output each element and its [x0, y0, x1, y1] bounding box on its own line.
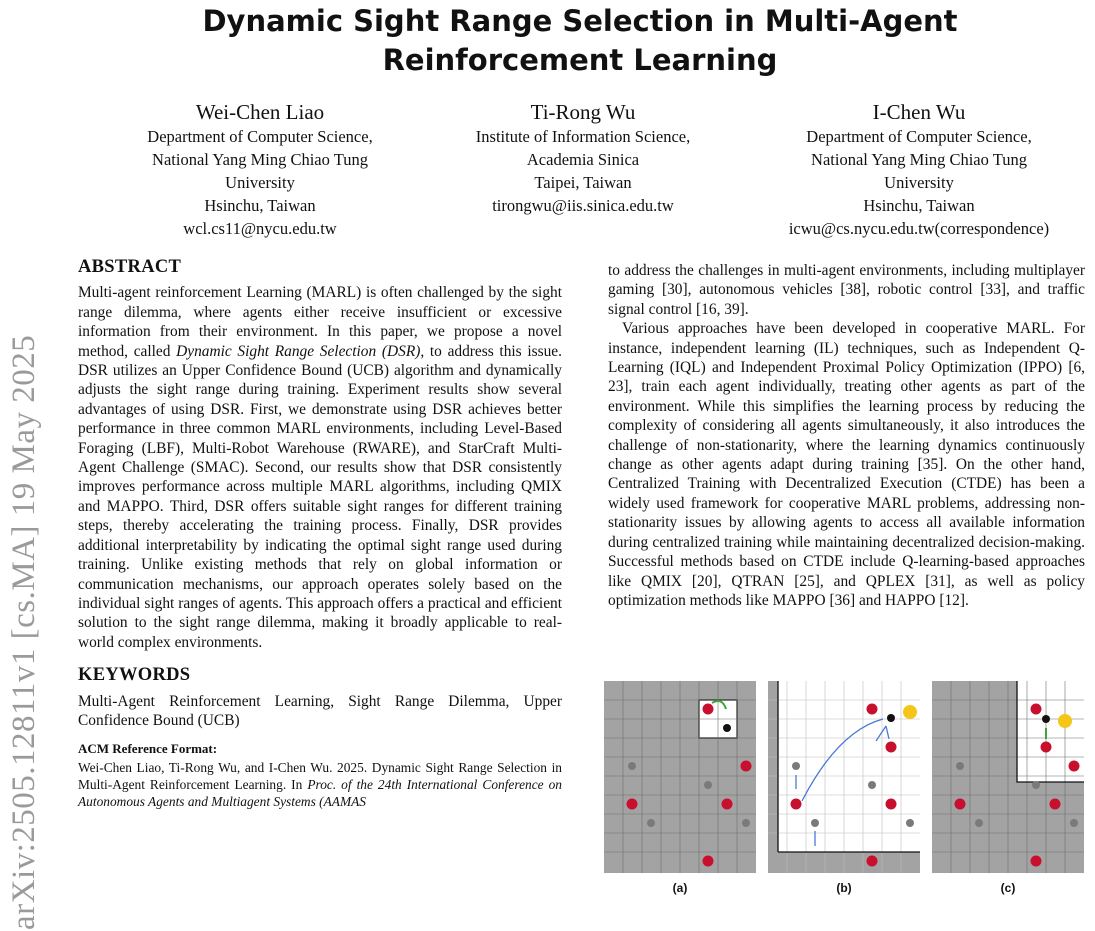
- left-column: [78, 258, 562, 810]
- agent: [628, 762, 636, 770]
- intro-paragraph-2: Various approaches have been developed in cooperative MARL. For instance, independent learning (IL) techniques, such as Independent Q-Learning (IQL) and Independent Proximal Policy Optimization (IPPO) [6, 23], train each agent individually, treating other agents as part of the environment. While this simplifies the learning process by reducing the complexity of considering all agents simultaneously, it also introduces the challenge of non-stationarity, where the learning dynamics continuously change as other agents adapt during training [35]. On the other hand, Centralized Training with Decentralized Execution (CTDE) has been a widely used framework for cooperative MARL problems, addressing non-stationarity issues by allowing agents to access all available information during centralized training while maintaining decentralized decision-making. Successful methods based on CTDE include Q-learning-based approaches like QMIX [20], QTRAN [25], and QPLEX [31], as well as policy optimization methods like MAPPO [36] and HAPPO [12].: [608, 320, 1085, 609]
- figure-sight-range: [604, 681, 1084, 921]
- apple: [1031, 856, 1042, 867]
- agent: [704, 781, 712, 789]
- keywords-text: Multi-Agent Reinforcement Learning, Sight Range Dilemma, Upper Confidence Bound (UCB): [78, 692, 562, 729]
- author-1: [110, 99, 410, 240]
- abstract-text: Multi-agent reinforcement Learning (MARL) is often challenged by the sight range dilemma, where agents either receive insufficient or excessive information from their environment. In this paper, we propose a novel method, called Dynamic Sight Range Selection (DSR), to address this issue. DSR utilizes an Upper Confidence Bound (UCB) algorithm and dynamically adjusts the sight range during training. Experiment results show several advantages of using DSR. First, we demonstrate using DSR achieves better performance in three common MARL environments, including Level-Based Foraging (LBF), Multi-Robot Warehouse (RWARE), and StarCraft Multi-Agent Challenge (SMAC). Second, our results show that DSR consistently improves performance across multiple MARL algorithms, including QMIX and MAPPO. Third, DSR offers suitable sight ranges for different training steps, thereby accelerating the training process. Finally, DSR provides additional interpretability by indicating the optimal sight range used during training. Unlike existing methods that rely on global information or communication mechanisms, our approach operates solely based on the individual sight ranges of agents. This approach offers a practical and efficient solution to the sight range dilemma, making it broadly applicable to real-world complex environments.: [78, 284, 562, 651]
- apple: [791, 799, 802, 810]
- abstract-heading: ABSTRACT: [78, 257, 182, 277]
- figure-caption-b: (b): [836, 881, 852, 895]
- fog-area: [768, 681, 778, 873]
- agent-focus: [723, 724, 731, 732]
- right-column: [608, 261, 1085, 610]
- apple: [886, 799, 897, 810]
- apple: [703, 704, 714, 715]
- author-affiliation: Department of Computer Science,: [147, 127, 373, 146]
- author-email: tirongwu@iis.sinica.edu.tw: [492, 196, 674, 215]
- figure-panel-a: [604, 681, 756, 873]
- apple: [867, 856, 878, 867]
- apple: [627, 799, 638, 810]
- method-name: Dynamic Sight Range Selection (DSR): [176, 342, 421, 360]
- apple: [955, 799, 966, 810]
- agent: [975, 819, 983, 827]
- figure-caption-c: (c): [1000, 881, 1016, 895]
- apple: [886, 742, 897, 753]
- arxiv-stamp: arXiv:2505.12811v1 [cs.MA] 19 May 2025: [6, 334, 42, 930]
- agent: [1070, 819, 1078, 827]
- author-email: wcl.cs11@nycu.edu.tw: [183, 219, 337, 238]
- figure-panel-c: [932, 681, 1084, 873]
- agent: [742, 819, 750, 827]
- author-2: [433, 99, 733, 217]
- happy-face-icon: [1058, 714, 1072, 728]
- author-name: Wei-Chen Liao: [195, 100, 325, 124]
- author-affiliation: University: [884, 173, 954, 192]
- acm-reference-text: Wei-Chen Liao, Ti-Rong Wu, and I-Chen Wu. 2025. Dynamic Sight Range Selection in Multi-Agent Reinforcement Learning. In Proc. of the 24th International Conference on Autonomous Agents and Multiagent Systems (AAMAS: [78, 759, 562, 809]
- agent-focus: [1042, 715, 1050, 723]
- agent: [956, 762, 964, 770]
- author-3: [762, 99, 1076, 240]
- agent: [868, 781, 876, 789]
- author-location: Hsinchu, Taiwan: [863, 196, 975, 215]
- apple: [722, 799, 733, 810]
- author-affiliation: University: [225, 173, 295, 192]
- agent: [811, 819, 819, 827]
- agent: [1032, 781, 1040, 789]
- apple: [1050, 799, 1061, 810]
- agent: [792, 762, 800, 770]
- agent: [647, 819, 655, 827]
- author-name: Ti-Rong Wu: [530, 100, 636, 124]
- figure-panel-b: [768, 681, 920, 873]
- confused-face-icon: [903, 705, 917, 719]
- keywords-heading: KEYWORDS: [78, 665, 191, 686]
- intro-paragraph-1: to address the challenges in multi-agent environments, including multiplayer gaming [30], autonomous vehicles [38], robotic control [33], and traffic signal control [16, 39].: [608, 262, 1085, 318]
- apple: [1041, 742, 1052, 753]
- agent-focus: [887, 714, 895, 722]
- author-email: icwu@cs.nycu.edu.tw(correspondence): [788, 219, 1050, 238]
- figure-caption-a: (a): [672, 881, 688, 895]
- paper-title: Dynamic Sight Range Selection in Multi-Agent Reinforcement Learning: [202, 4, 958, 77]
- apple: [867, 704, 878, 715]
- apple: [741, 761, 752, 772]
- author-affiliation: Institute of Information Science,: [475, 127, 691, 146]
- author-affiliation: National Yang Ming Chiao Tung: [152, 150, 368, 169]
- author-affiliation: Department of Computer Science,: [806, 127, 1032, 146]
- apple: [1031, 704, 1042, 715]
- apple: [1069, 761, 1080, 772]
- acm-venue: Proc. of the 24th International Conference on Autonomous Agents and Multiagent Systems (AAMAS: [78, 776, 562, 809]
- author-affiliation: Academia Sinica: [526, 150, 640, 169]
- acm-reference-heading: ACM Reference Format:: [78, 741, 218, 757]
- author-affiliation: National Yang Ming Chiao Tung: [811, 150, 1027, 169]
- agent: [906, 819, 914, 827]
- author-location: Hsinchu, Taiwan: [204, 196, 316, 215]
- author-name: I-Chen Wu: [872, 100, 966, 124]
- author-block: [80, 99, 1080, 249]
- author-location: Taipei, Taiwan: [534, 173, 632, 192]
- apple: [703, 856, 714, 867]
